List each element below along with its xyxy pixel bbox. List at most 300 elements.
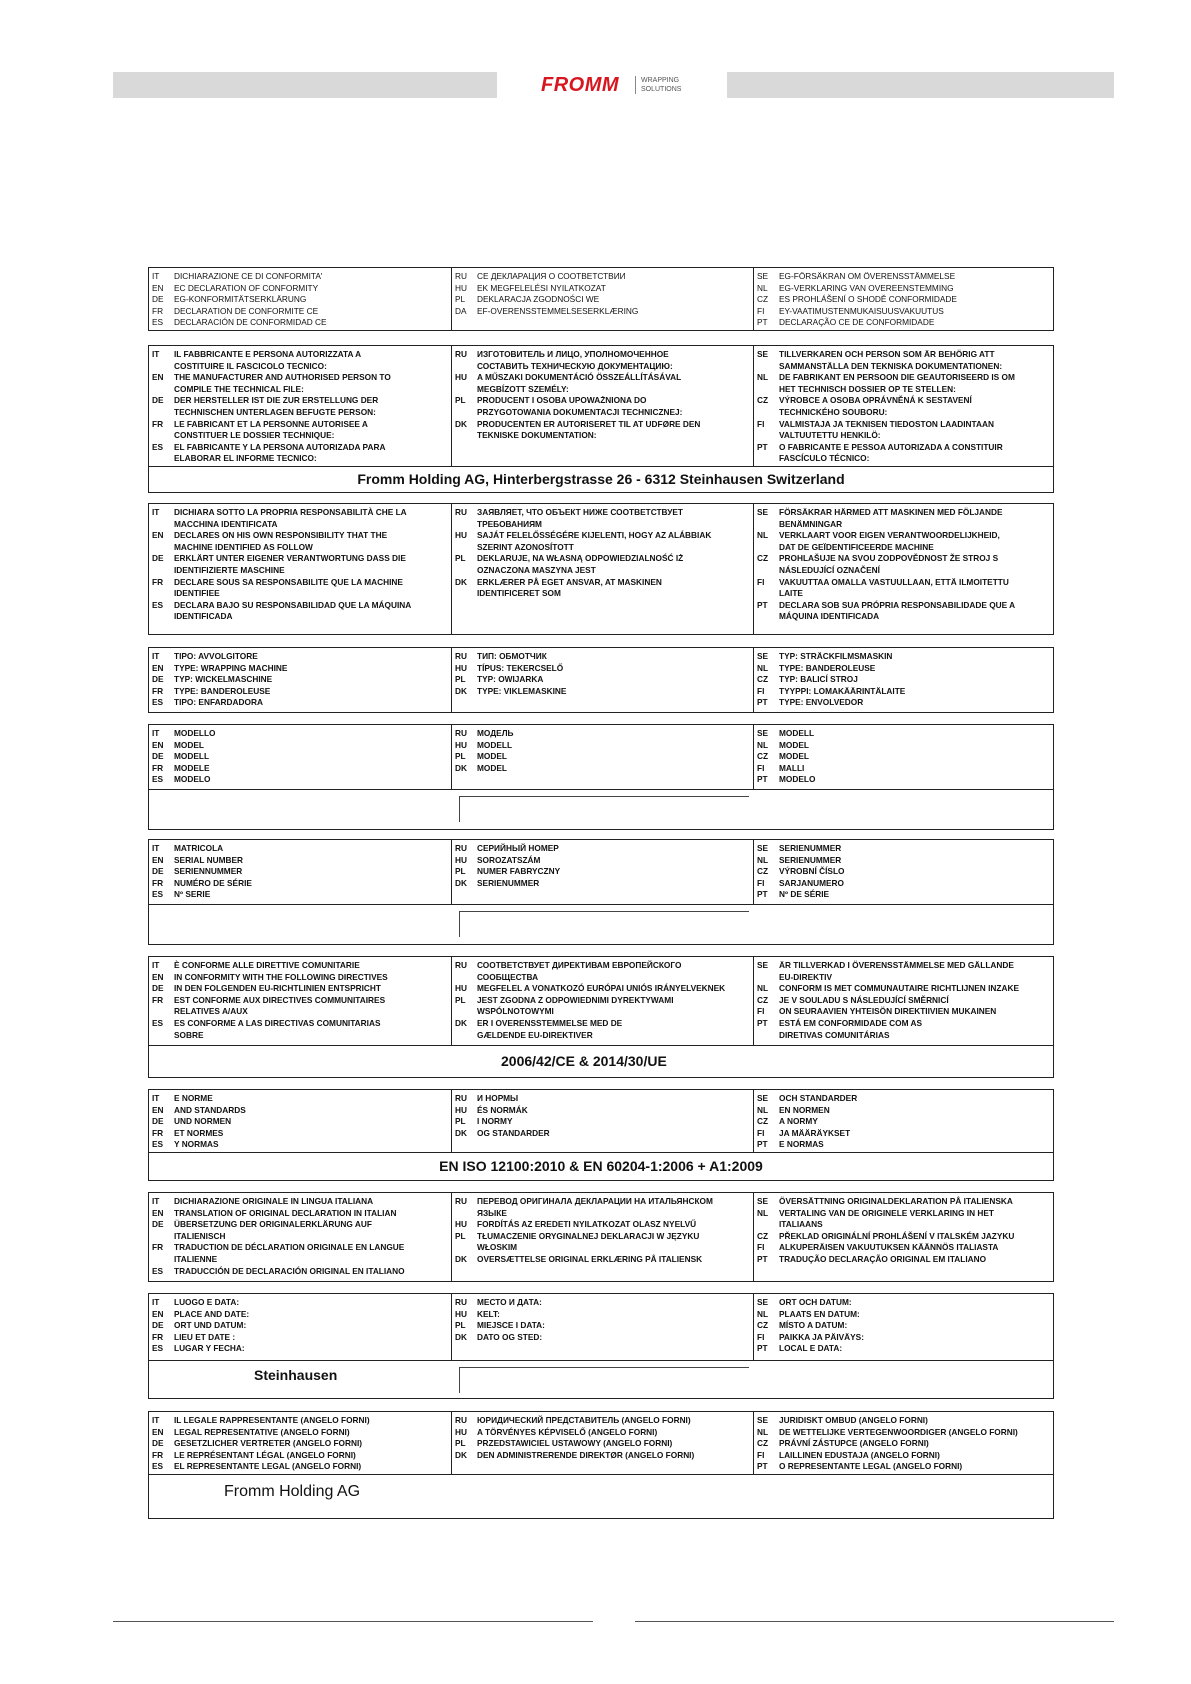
- language-code: [455, 407, 477, 419]
- language-text: СОСТАВИТЬ ТЕХНИЧЕСКУЮ ДОКУМЕНТАЦИЮ:: [477, 360, 673, 371]
- language-code: IT: [152, 507, 160, 517]
- language-text: ЗАЯВЛЯЕТ, ЧТО ОБЪЕКТ НИЖЕ СООТВЕТСТВУЕТ: [477, 507, 683, 517]
- language-text: AND STANDARDS: [174, 1104, 246, 1115]
- language-text: È CONFORME ALLE DIRETTIVE COMUNITARIE: [174, 960, 360, 970]
- language-code: PT: [757, 1461, 768, 1472]
- language-text: SOROZATSZÁM: [477, 854, 541, 865]
- language-line: [152, 774, 448, 786]
- language-code: [455, 565, 477, 577]
- language-line: [757, 1219, 1050, 1231]
- language-line: [757, 565, 1050, 577]
- language-line: [757, 1030, 1050, 1042]
- language-code: SE: [757, 1196, 769, 1206]
- column-1: [149, 1294, 451, 1360]
- language-text: MODEL: [174, 739, 204, 750]
- language-text: LIEU ET DATE :: [174, 1331, 236, 1342]
- language-line: [455, 1415, 750, 1427]
- language-line: [152, 1309, 448, 1321]
- language-code: [455, 1006, 477, 1018]
- language-code: ES: [152, 1461, 164, 1472]
- language-text: FASCÍCULO TÉCNICO:: [779, 453, 870, 464]
- language-code: [455, 1208, 477, 1220]
- language-code: DE: [152, 751, 164, 762]
- column-1: [149, 1193, 451, 1281]
- language-code: DK: [455, 685, 467, 696]
- language-line: [455, 1309, 750, 1321]
- language-code: FR: [152, 877, 164, 888]
- language-line: [455, 960, 750, 972]
- language-text: ИЗГОТОВИТЕЛЬ И ЛИЦО, УПОЛНОМОЧЕННОЕ: [477, 349, 669, 359]
- serial-input-box[interactable]: [459, 911, 749, 937]
- manufacturer-address: Fromm Holding AG, Hinterbergstrasse 26 - 6312 Steinhausen Switzerland: [149, 466, 1053, 492]
- language-code: DE: [152, 1438, 164, 1449]
- language-code: DK: [455, 762, 467, 773]
- language-line: [757, 1415, 1050, 1427]
- language-text: A TÖRVÉNYES KÉPVISELŐ (ANGELO FORNI): [477, 1426, 658, 1437]
- language-line: [757, 763, 1050, 775]
- language-line: [757, 600, 1050, 612]
- language-text: MÍSTO A DATUM:: [779, 1320, 848, 1331]
- language-line: [455, 1438, 750, 1450]
- language-line: [152, 395, 448, 407]
- column-2: [451, 346, 753, 466]
- language-code: [757, 430, 779, 442]
- language-text: IDENTIFIZIERTE MASCHINE: [174, 564, 285, 575]
- language-line: [152, 878, 448, 890]
- language-line: [757, 395, 1050, 407]
- language-code: [152, 1030, 174, 1042]
- language-code: HU: [455, 983, 467, 994]
- language-line: [152, 530, 448, 542]
- language-text: TEKNISKE DOKUMENTATION:: [477, 430, 597, 441]
- language-line: [455, 407, 750, 419]
- column-1: [149, 346, 451, 466]
- column-2: [451, 504, 753, 634]
- language-code: [757, 384, 779, 396]
- section-declaration-title: [148, 267, 1054, 331]
- language-line: [757, 1231, 1050, 1243]
- language-text: E NORMAS: [779, 1139, 824, 1150]
- language-text: LEGAL REPRESENTATIVE (ANGELO FORNI): [174, 1426, 350, 1437]
- language-line: [152, 960, 448, 972]
- language-line: [152, 1093, 448, 1105]
- language-line: [152, 1105, 448, 1117]
- language-text: CONFORM IS MET COMMUNAUTAIRE RICHTLIJNEN INZAKE: [779, 983, 1019, 994]
- column-3: [753, 1090, 1053, 1152]
- language-text: ELABORAR EL INFORME TECNICO:: [174, 453, 317, 464]
- language-code: FI: [757, 877, 765, 888]
- language-line: [152, 1450, 448, 1462]
- column-2: [451, 725, 753, 789]
- language-line: [455, 553, 750, 565]
- language-text: TRADUCTION DE DÉCLARATION ORIGINALE EN LANGUE: [174, 1242, 405, 1253]
- language-text: GÆLDENDE EU-DIREKTIVER: [477, 1029, 593, 1040]
- section-model: [148, 724, 1054, 830]
- language-text: DECLARATION DE CONFORMITE CE: [174, 305, 319, 316]
- language-text: Y NORMAS: [174, 1139, 219, 1150]
- language-code: ES: [152, 441, 164, 452]
- language-text: MODELO: [779, 774, 816, 785]
- language-line: [757, 542, 1050, 554]
- language-code: HU: [455, 1426, 467, 1437]
- language-line: [455, 1427, 750, 1439]
- language-code: [455, 519, 477, 531]
- language-text: OG STANDARDER: [477, 1127, 550, 1138]
- language-line: [757, 686, 1050, 698]
- language-line: [455, 519, 750, 531]
- language-text: DECLARE SOUS SA RESPONSABILITE QUE LA MACHINE: [174, 576, 403, 587]
- language-code: PT: [757, 1343, 768, 1354]
- language-line: [152, 1018, 448, 1030]
- language-code: FI: [757, 1449, 765, 1460]
- language-text: TYPE: VIKLEMASKINE: [477, 685, 567, 696]
- language-code: NL: [757, 662, 769, 673]
- language-text: ПЕРЕВОД ОРИГИНАЛА ДЕКЛАРАЦИИ НА ИТАЛЬЯНСКОМ: [477, 1196, 713, 1206]
- section-legal-representative: [148, 1411, 1054, 1519]
- language-code: DE: [152, 1219, 164, 1230]
- language-code: CZ: [757, 1438, 769, 1449]
- language-text: VALMISTAJA JA TEKNISEN TIEDOSTON LAADINTAAN: [779, 418, 994, 429]
- column-2: [451, 1193, 753, 1281]
- date-input-box[interactable]: [459, 1367, 749, 1393]
- standards-value: EN ISO 12100:2010 & EN 60204-1:2006 + A1:2009: [149, 1152, 1053, 1180]
- language-text: ERKLÄRT UNTER EIGENER VERANTWORTUNG DASS DIE: [174, 553, 406, 564]
- language-code: FR: [152, 1242, 164, 1253]
- language-line: [152, 1219, 448, 1231]
- language-code: PL: [455, 1230, 466, 1241]
- language-text: SERIAL NUMBER: [174, 854, 243, 865]
- language-text: EG-FÖRSÄKRAN OM ÖVERENSSTÄMMELSE: [779, 271, 956, 281]
- column-1: [149, 725, 451, 789]
- language-text: ITALIAANS: [779, 1219, 823, 1230]
- language-code: FR: [152, 762, 164, 773]
- language-line: [757, 1438, 1050, 1450]
- language-line: [152, 1266, 448, 1278]
- language-text: UND NORMEN: [174, 1116, 232, 1127]
- language-line: [757, 1208, 1050, 1220]
- language-text: SZERINT AZONOSÍTOTT: [477, 541, 574, 552]
- language-code: EN: [152, 282, 164, 293]
- language-line: [757, 384, 1050, 396]
- language-code: PT: [757, 1253, 768, 1264]
- language-line: [757, 1116, 1050, 1128]
- language-code: PT: [757, 697, 768, 708]
- language-text: TYPE: BANDEROLEUSE: [174, 685, 271, 696]
- language-text: NUMER FABRYCZNY: [477, 866, 561, 877]
- language-code: HU: [455, 372, 467, 383]
- language-code: CZ: [757, 994, 769, 1005]
- language-code: FI: [757, 418, 765, 429]
- language-line: [152, 889, 448, 901]
- language-line: [757, 271, 1050, 283]
- language-line: [152, 519, 448, 531]
- language-text: TYPE: WRAPPING MACHINE: [174, 662, 288, 673]
- language-line: [152, 1196, 448, 1208]
- language-line: [757, 1128, 1050, 1140]
- language-text: EN NORMEN: [779, 1104, 830, 1115]
- language-text: PROHLAŠUJE NA SVOU ZODPOVĚDNOST ŽE STROJ S: [779, 553, 999, 564]
- language-code: PL: [455, 994, 466, 1005]
- language-code: [152, 1254, 174, 1266]
- language-text: PLACE AND DATE:: [174, 1308, 250, 1319]
- fromm-logo: [541, 74, 691, 96]
- language-code: ES: [152, 317, 164, 328]
- language-code: [152, 565, 174, 577]
- language-text: ТРЕБОВАНИЯМ: [477, 518, 542, 529]
- language-line: [152, 728, 448, 740]
- language-code: RU: [455, 651, 467, 661]
- language-text: МЕСТО И ДАТА:: [477, 1297, 542, 1307]
- language-text: DECLARA SOB SUA PRÓPRIA RESPONSABILIDADE QUE A: [779, 599, 1016, 610]
- language-text: TECHNISCHEN UNTERLAGEN BEFUGTE PERSON:: [174, 406, 376, 417]
- language-code: FI: [757, 685, 765, 696]
- language-text: TÍPUS: TEKERCSELŐ: [477, 662, 564, 673]
- language-text: VÝROBCE A OSOBA OPRÁVNĚNÁ K SESTAVENÍ: [779, 395, 972, 406]
- column-2: [451, 1294, 753, 1360]
- language-line: [152, 1415, 448, 1427]
- language-code: CZ: [757, 553, 769, 564]
- language-text: TYYPPI: LOMAKÄÄRINTÄLAITE: [779, 685, 906, 696]
- language-code: DK: [455, 418, 467, 429]
- language-code: FR: [152, 305, 164, 316]
- language-text: JA MÄÄRÄYKSET: [779, 1127, 851, 1138]
- language-text: JURIDISKT OMBUD (ANGELO FORNI): [779, 1415, 928, 1425]
- language-line: [455, 283, 750, 295]
- language-line: [455, 1196, 750, 1208]
- language-line: [757, 983, 1050, 995]
- column-3: [753, 957, 1053, 1045]
- language-code: PL: [455, 1438, 466, 1449]
- language-code: ES: [152, 1139, 164, 1150]
- language-line: [757, 1309, 1050, 1321]
- column-3: [753, 840, 1053, 904]
- language-text: MALLI: [779, 762, 805, 773]
- language-code: EN: [152, 372, 164, 383]
- language-text: СЕ ДЕКЛАРАЦИЯ О СООТВЕТСТВИИ: [477, 271, 626, 281]
- language-code: HU: [455, 1104, 467, 1115]
- language-code: FR: [152, 1331, 164, 1342]
- language-code: IT: [152, 1297, 160, 1307]
- language-text: SERIENNUMMER: [174, 866, 243, 877]
- language-line: [152, 1128, 448, 1140]
- section-translation: [148, 1192, 1054, 1282]
- column-3: [753, 504, 1053, 634]
- language-line: [757, 740, 1050, 752]
- language-code: SE: [757, 349, 769, 359]
- language-text: EL FABRICANTE Y LA PERSONA AUTORIZADA PARA: [174, 441, 386, 452]
- language-code: [757, 519, 779, 531]
- language-code: [757, 565, 779, 577]
- language-code: NL: [757, 1207, 769, 1218]
- language-code: CZ: [757, 751, 769, 762]
- language-code: [152, 588, 174, 600]
- language-text: EG-VERKLARING VAN OVEREENSTEMMING: [779, 282, 954, 293]
- language-line: [152, 983, 448, 995]
- column-2: [451, 268, 753, 330]
- language-line: [757, 317, 1050, 329]
- language-text: TYP: BALICÍ STROJ: [779, 674, 858, 685]
- language-line: [455, 740, 750, 752]
- language-line: [455, 1030, 750, 1042]
- language-code: [152, 542, 174, 554]
- model-input-box[interactable]: [459, 796, 749, 822]
- language-text: MODEL: [779, 751, 809, 762]
- language-code: ES: [152, 774, 164, 785]
- language-text: ORT UND DATUM:: [174, 1320, 247, 1331]
- language-text: TRADUCCIÓN DE DECLARACIÓN ORIGINAL EN ITALIANO: [174, 1265, 405, 1276]
- language-line: [757, 1450, 1050, 1462]
- language-line: [455, 361, 750, 373]
- language-code: ES: [152, 1343, 164, 1354]
- language-code: DK: [455, 1331, 467, 1342]
- language-text: ÖVERSÄTTNING ORIGINALDEKLARATION PÅ ITALIENSKA: [779, 1196, 1013, 1206]
- language-code: DK: [455, 1127, 467, 1138]
- language-line: [757, 372, 1050, 384]
- language-code: [455, 542, 477, 554]
- language-code: NL: [757, 1104, 769, 1115]
- language-line: [152, 995, 448, 1007]
- language-line: [152, 1427, 448, 1439]
- language-line: [152, 697, 448, 709]
- language-code: [152, 407, 174, 419]
- language-code: EN: [152, 739, 164, 750]
- language-line: [757, 1242, 1050, 1254]
- language-line: [152, 663, 448, 675]
- language-line: [152, 553, 448, 565]
- language-text: MODELLO: [174, 728, 216, 738]
- language-code: EN: [152, 1104, 164, 1115]
- language-line: [757, 674, 1050, 686]
- language-text: MACCHINA IDENTIFICATA: [174, 518, 278, 529]
- language-code: DE: [152, 674, 164, 685]
- language-line: [455, 651, 750, 663]
- language-line: [455, 751, 750, 763]
- language-line: [152, 1030, 448, 1042]
- language-line: [455, 995, 750, 1007]
- language-code: DE: [152, 1320, 164, 1331]
- brand-name: FROMM: [541, 74, 620, 96]
- language-text: WSPÓLNOTOWYMI: [477, 1006, 554, 1017]
- language-code: PT: [757, 441, 768, 452]
- language-text: MODELO: [174, 774, 211, 785]
- language-text: IN DEN FOLGENDEN EU-RICHTLINIEN ENTSPRICHT: [174, 983, 381, 994]
- place-value: Steinhausen: [254, 1367, 338, 1383]
- language-code: [455, 430, 477, 442]
- language-code: FI: [757, 1127, 765, 1138]
- language-text: ЮРИДИЧЕСКИЙ ПРЕДСТАВИТЕЛЬ (ANGELO FORNI): [477, 1415, 691, 1425]
- language-text: DER HERSTELLER IST DIE ZUR ERSTELLUNG DER: [174, 395, 379, 406]
- language-code: EN: [152, 1308, 164, 1319]
- language-line: [455, 1128, 750, 1140]
- language-line: [455, 663, 750, 675]
- language-code: NL: [757, 282, 768, 293]
- language-line: [152, 577, 448, 589]
- language-line: [757, 519, 1050, 531]
- language-line: [455, 674, 750, 686]
- language-text: NUMÉRO DE SÉRIE: [174, 877, 252, 888]
- language-code: [757, 1030, 779, 1042]
- language-code: PL: [455, 1116, 466, 1127]
- language-line: [757, 960, 1050, 972]
- language-text: TECHNICKÉHO SOUBORU:: [779, 406, 888, 417]
- language-text: THE MANUFACTURER AND AUTHORISED PERSON TO: [174, 372, 391, 383]
- language-line: [757, 774, 1050, 786]
- language-text: EG-KONFORMITÄTSERKLÄRUNG: [174, 294, 307, 305]
- language-text: SERIENUMMER: [779, 854, 842, 865]
- language-code: [757, 972, 779, 984]
- language-line: [152, 294, 448, 306]
- language-line: [152, 1208, 448, 1220]
- brand-sub-2: SOLUTIONS: [641, 86, 682, 93]
- language-code: HU: [455, 854, 467, 865]
- language-line: [455, 306, 750, 318]
- language-code: IT: [152, 1415, 160, 1425]
- language-text: FÖRSÄKRAR HÄRMED ATT MASKINEN MED FÖLJANDE: [779, 507, 1003, 517]
- language-line: [455, 349, 750, 361]
- language-line: [152, 740, 448, 752]
- language-text: EF-OVERENSSTEMMELSESERKLÆRING: [477, 305, 639, 316]
- column-1: [149, 504, 451, 634]
- language-line: [152, 361, 448, 373]
- language-text: EK MEGFELELÉSI NYILATKOZAT: [477, 282, 606, 293]
- language-line: [757, 1320, 1050, 1332]
- language-line: [152, 611, 448, 623]
- language-text: VALTUUTETTU HENKILÖ:: [779, 430, 881, 441]
- language-text: EU-DIREKTIV: [779, 971, 833, 982]
- language-text: PAIKKA JA PÄIVÄYS:: [779, 1331, 864, 1342]
- language-line: [152, 283, 448, 295]
- language-code: EN: [152, 1207, 164, 1218]
- language-line: [455, 1450, 750, 1462]
- language-code: FR: [152, 576, 164, 587]
- language-code: PT: [757, 1017, 768, 1028]
- language-code: SE: [757, 651, 769, 661]
- language-line: [152, 972, 448, 984]
- language-text: ТИП: ОБМОТЧИК: [477, 651, 547, 661]
- language-line: [455, 430, 750, 442]
- language-line: [455, 686, 750, 698]
- language-line: [757, 866, 1050, 878]
- language-text: LE FABRICANT ET LA PERSONNE AUTORISEE A: [174, 418, 368, 429]
- language-line: [455, 983, 750, 995]
- language-code: DK: [455, 1449, 467, 1460]
- language-code: ES: [152, 599, 164, 610]
- language-text: MODEL: [779, 739, 809, 750]
- language-text: BENÄMNINGAR: [779, 518, 843, 529]
- language-code: [757, 611, 779, 623]
- language-code: PL: [455, 1320, 466, 1331]
- language-code: [455, 384, 477, 396]
- language-code: RU: [455, 271, 467, 281]
- language-text: VÝROBNÍ ČÍSLO: [779, 866, 845, 877]
- language-line: [152, 306, 448, 318]
- language-text: IL LEGALE RAPPRESENTANTE (ANGELO FORNI): [174, 1415, 370, 1425]
- language-text: COSTITUIRE IL FASCICOLO TECNICO:: [174, 360, 327, 371]
- language-code: ES: [152, 1017, 164, 1028]
- language-text: СЕРИЙНЫЙ НОМЕР: [477, 843, 559, 853]
- language-text: PRODUCENT I OSOBA UPOWAŻNIONA DO: [477, 395, 647, 406]
- language-text: IL FABBRICANTE E PERSONA AUTORIZZATA A: [174, 349, 362, 359]
- language-text: DEKLARACJA ZGODNOŚCI WE: [477, 294, 600, 305]
- footer-rule-right: [635, 1621, 1114, 1622]
- language-text: DATO OG STED:: [477, 1331, 543, 1342]
- language-text: MACHINE IDENTIFIED AS FOLLOW: [174, 541, 313, 552]
- column-2: [451, 840, 753, 904]
- language-line: [757, 407, 1050, 419]
- language-text: O REPRESENTANTE LEGAL (ANGELO FORNI): [779, 1461, 963, 1472]
- language-text: IN CONFORMITY WITH THE FOLLOWING DIRECTIVES: [174, 971, 388, 982]
- language-text: OVERSÆTTELSE ORIGINAL ERKLÆRING PÅ ITALIENSK: [477, 1253, 703, 1264]
